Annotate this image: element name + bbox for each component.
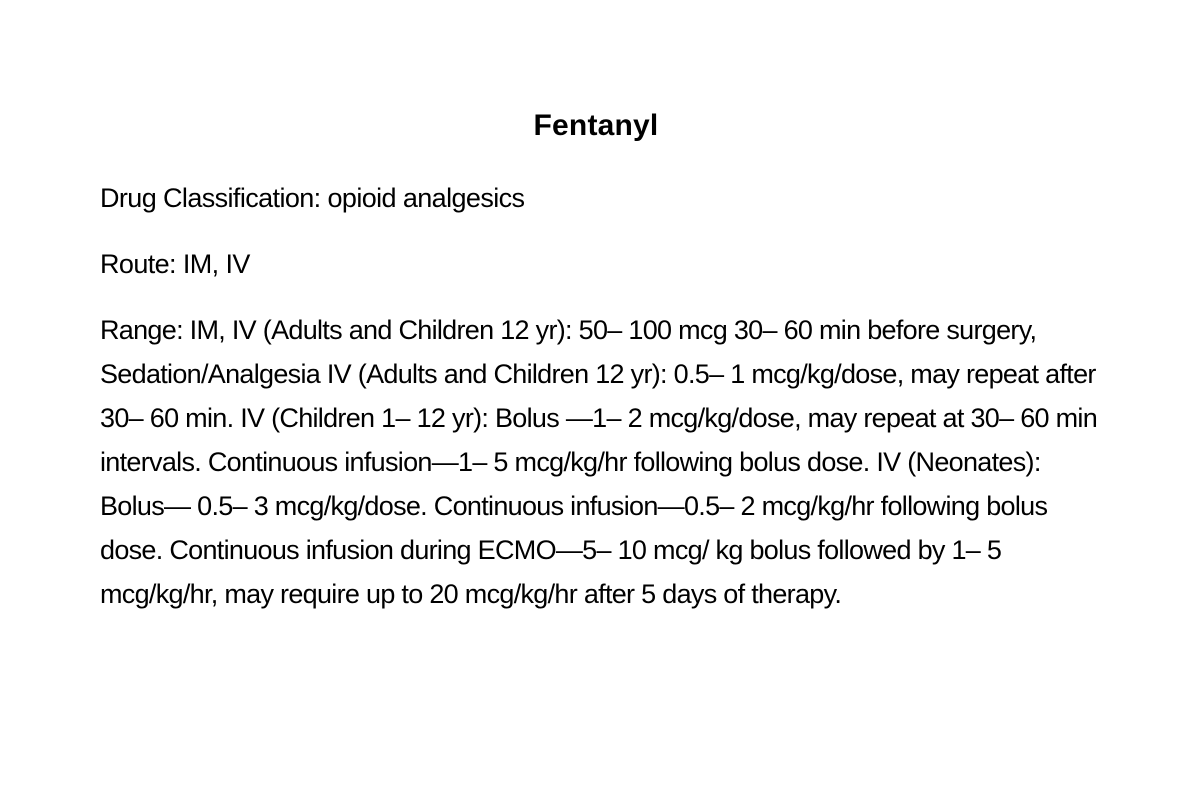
slide-title: Fentanyl [533,109,659,142]
drug-classification: Drug Classification: opioid analgesics [100,183,525,213]
drug-range: Range: IM, IV (Adults and Children 12 yr): 50– 100 mcg 30– 60 min before surgery, Sedation/Analgesia IV (Adults and Children 12 yr): 0.5– 1 mcg/kg/dose, may repeat after 30– 60 min. IV (Children 1– 12 yr): Bolus —1– 2 mcg/kg/dose, may repeat at 30– 60 min intervals. Continuous infusion—1– 5 mcg/kg/hr following bolus dose. IV (Neonates): Bolus— 0.5– 3 mcg/kg/dose. Continuous infusion—0.5– 2 mcg/kg/hr following bolus dose. Continuous infusion during ECMO—5– 10 mcg/ kg bolus followed by 1– 5 mcg/kg/hr, may require up to 20 mcg/kg/hr after 5 days of therapy. [100,315,1098,609]
slide-body [100,176,1100,638]
drug-route: Route: IM, IV [100,249,250,279]
